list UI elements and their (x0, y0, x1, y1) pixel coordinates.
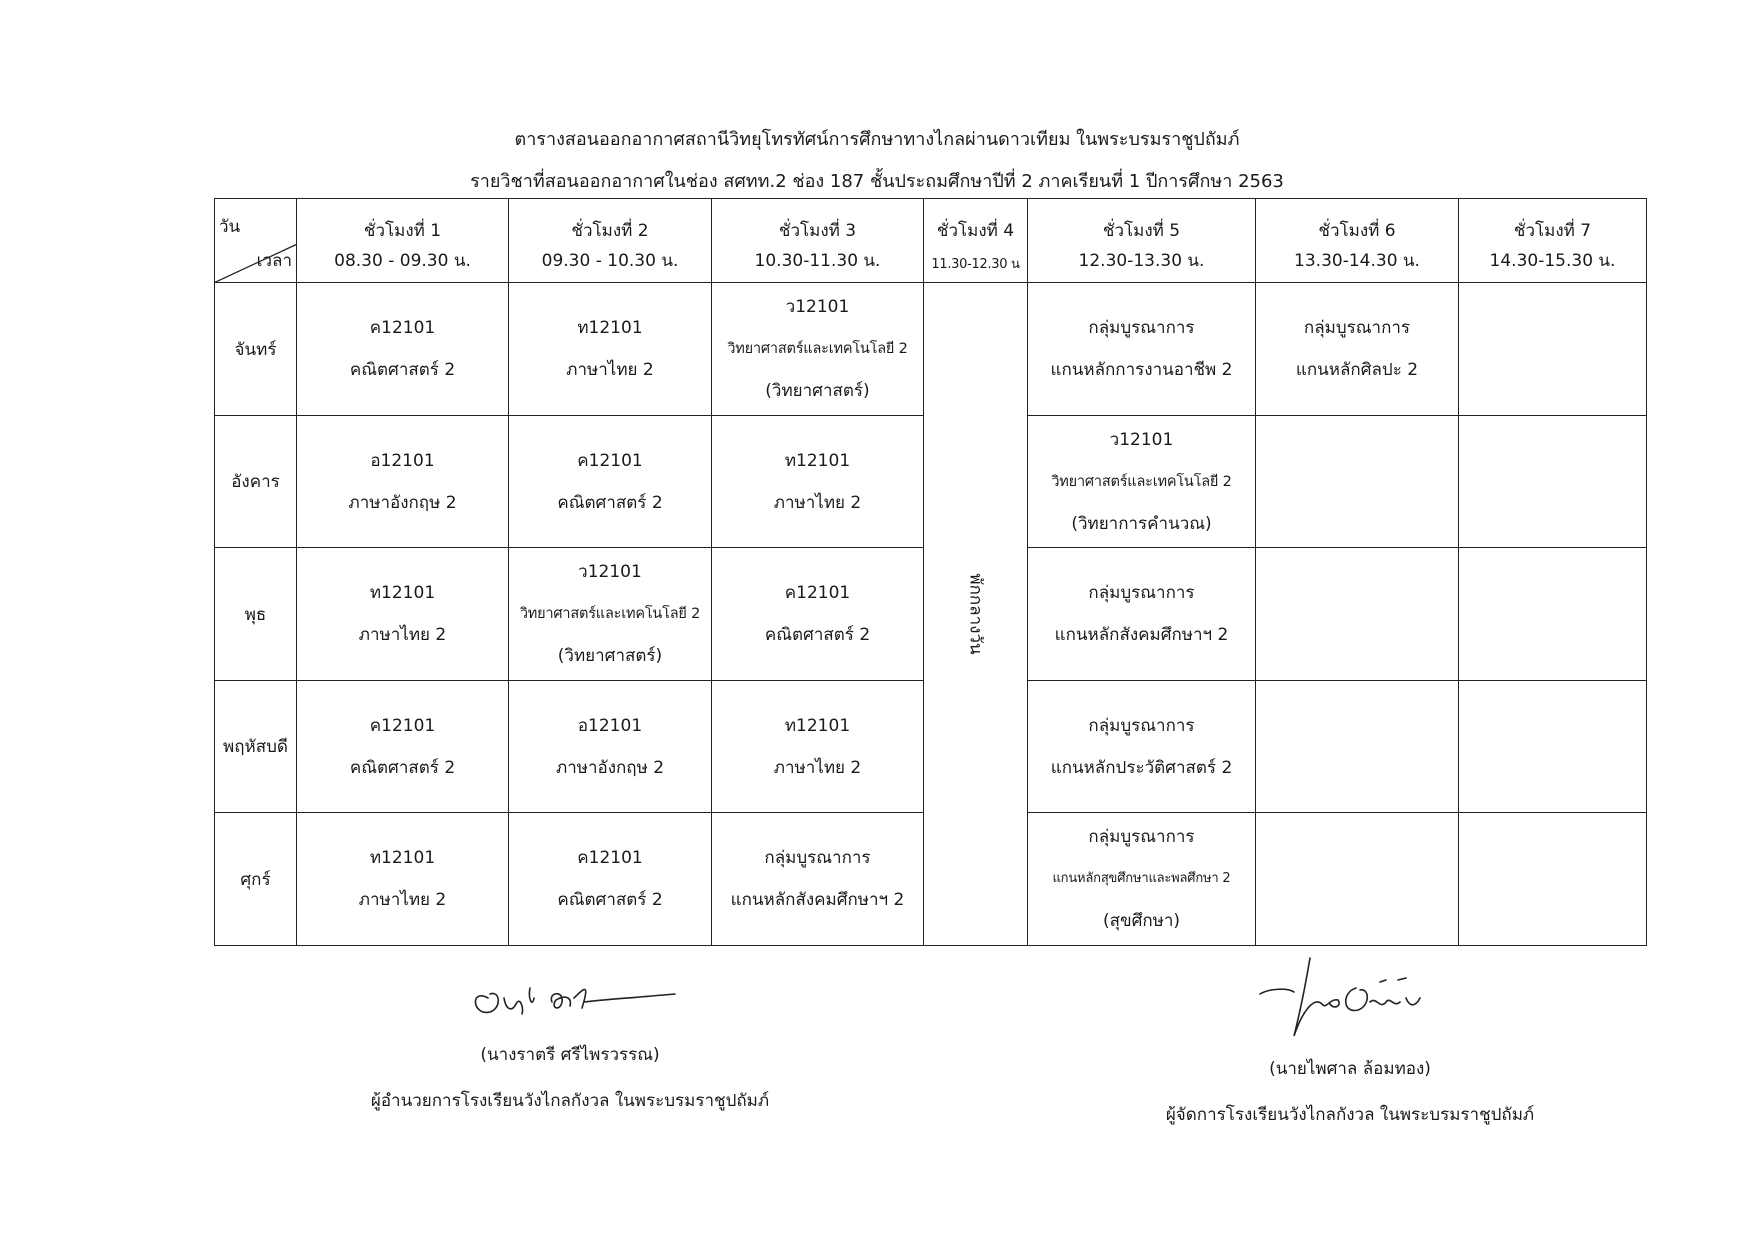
schedule-cell-p5 (1028, 415, 1256, 548)
subject-name: แกนหลักสุขศึกษาและพลศึกษา 2 (1052, 871, 1231, 887)
schedule-cell-p7 (1459, 548, 1647, 681)
subject-code: ค12101 (369, 318, 436, 339)
subject-code: อ12101 (370, 450, 435, 471)
subject-name: แกนหลักศิลปะ 2 (1295, 360, 1419, 381)
header-row (215, 199, 1647, 283)
subject-note: (สุขศึกษา) (1102, 911, 1181, 932)
schedule-cell-p1 (297, 813, 509, 946)
period-time: 08.30 - 09.30 น. (334, 251, 471, 272)
manager-position: ผู้จัดการโรงเรียนวังไกลกังวล ในพระบรมราชูปถัมภ์ (1165, 1105, 1535, 1125)
subject-code: ว12101 (1109, 429, 1174, 450)
schedule-cell-p7 (1459, 813, 1647, 946)
subject-code: ค12101 (577, 450, 643, 471)
schedule-cell-p6 (1256, 813, 1459, 946)
period-header-4 (924, 199, 1028, 283)
subject-name: แกนหลักประวัติศาสตร์ 2 (1050, 757, 1233, 778)
day-label: อังคาร (215, 415, 297, 548)
schedule-cell-p3 (712, 415, 924, 548)
period-time: 14.30-15.30 น. (1489, 251, 1616, 272)
subject-code: กลุ่มบูรณาการ (1088, 318, 1195, 339)
period-time: 10.30-11.30 น. (754, 251, 881, 272)
subject-code: ค12101 (784, 583, 851, 604)
subject-name: ภาษาไทย 2 (358, 625, 447, 646)
subject-code: กลุ่มบูรณาการ (1303, 318, 1411, 339)
schedule-cell-p3 (712, 813, 924, 946)
schedule-cell-p2 (509, 680, 712, 813)
schedule-cell-p5 (1028, 548, 1256, 681)
subject-code: กลุ่มบูรณาการ (1088, 827, 1195, 848)
subject-code: ท12101 (369, 848, 436, 869)
subject-name: ภาษาไทย 2 (773, 492, 862, 513)
subject-note: (วิทยาศาสตร์) (765, 381, 870, 402)
schedule-cell-p7 (1459, 415, 1647, 548)
subject-name: คณิตศาสตร์ 2 (557, 492, 663, 513)
subject-code: กลุ่มบูรณาการ (1088, 715, 1195, 736)
period-label: ชั่วโมงที่ 6 (1318, 221, 1396, 241)
subject-name: ภาษาอังกฤษ 2 (348, 492, 457, 513)
schedule-cell-p6 (1256, 415, 1459, 548)
subject-code: ค12101 (369, 715, 436, 736)
subject-note: (วิทยาการคำนวณ) (1071, 513, 1212, 534)
manager-signature-block (1110, 952, 1590, 1128)
period-label: ชั่วโมงที่ 4 (936, 221, 1015, 241)
schedule-cell-p5 (1028, 680, 1256, 813)
subject-name: แกนหลักสังคมศึกษาฯ 2 (730, 890, 905, 911)
corner-time-label: เวลา (256, 251, 292, 272)
period-label: ชั่วโมงที่ 5 (1102, 221, 1181, 241)
subject-note: (วิทยาศาสตร์) (557, 646, 663, 667)
subject-code: ท12101 (784, 715, 851, 736)
subject-code: อ12101 (577, 715, 643, 736)
director-position: ผู้อำนวยการโรงเรียนวังไกลกังวล ในพระบรมราชูปถัมภ์ (370, 1091, 770, 1111)
subject-name: ภาษาไทย 2 (358, 890, 447, 911)
schedule-cell-p2 (509, 415, 712, 548)
subject-code: กลุ่มบูรณาการ (1088, 583, 1195, 604)
subject-name: คณิตศาสตร์ 2 (764, 625, 871, 646)
period-time: 13.30-14.30 น. (1294, 251, 1420, 272)
director-signature (460, 968, 680, 1028)
schedule-cell-p1 (297, 548, 509, 681)
subject-code: ว12101 (785, 297, 850, 318)
corner-cell (215, 199, 297, 283)
period-label: ชั่วโมงที่ 2 (571, 221, 649, 241)
subject-name: คณิตศาสตร์ 2 (349, 360, 456, 381)
subject-name: วิทยาศาสตร์และเทคโนโลยี 2 (519, 606, 701, 623)
period-time: 12.30-13.30 น. (1078, 251, 1205, 272)
period-header-7 (1459, 199, 1647, 283)
document-title: ตารางสอนออกอากาศสถานีวิทยุโทรทัศน์การศึกษาทางไกลผ่านดาวเทียม ในพระบรมราชูปถัมภ์ (514, 129, 1240, 150)
director-signature-block (330, 968, 810, 1114)
subject-name: ภาษาอังกฤษ 2 (555, 757, 665, 778)
period-header-3 (712, 199, 924, 283)
subject-code: ว12101 (578, 562, 642, 583)
schedule-cell-p1 (297, 415, 509, 548)
period-time: 11.30-12.30 น (931, 257, 1020, 273)
day-label: พุธ (215, 548, 297, 681)
period-label: ชั่วโมงที่ 7 (1513, 221, 1592, 241)
day-label: พฤหัสบดี (215, 680, 297, 813)
schedule-cell-p6 (1256, 680, 1459, 813)
schedule-table (214, 198, 1647, 946)
director-name: (นางราตรี ศรีไพรวรรณ) (480, 1045, 660, 1065)
period-label: ชั่วโมงที่ 1 (363, 221, 442, 241)
lunch-break-cell (924, 283, 1028, 946)
day-label: ศุกร์ (215, 813, 297, 946)
period-header-2 (509, 199, 712, 283)
schedule-cell-p1 (297, 283, 509, 416)
schedule-cell-p2 (509, 813, 712, 946)
subject-code: ท12101 (784, 450, 851, 471)
subject-name: คณิตศาสตร์ 2 (349, 757, 456, 778)
subject-name: แกนหลักการงานอาชีพ 2 (1050, 360, 1233, 381)
lunch-break-label: พักกลางวัน (965, 573, 985, 655)
schedule-cell-p1 (297, 680, 509, 813)
schedule-cell-p5 (1028, 283, 1256, 416)
corner-day-label: วัน (219, 217, 241, 237)
schedule-cell-p7 (1459, 680, 1647, 813)
schedule-cell-p3 (712, 680, 924, 813)
subject-code: กลุ่มบูรณาการ (764, 848, 871, 869)
period-header-6 (1256, 199, 1459, 283)
subject-name: ภาษาไทย 2 (773, 757, 862, 778)
schedule-cell-p3 (712, 548, 924, 681)
subject-name: วิทยาศาสตร์และเทคโนโลยี 2 (1051, 473, 1232, 490)
document-subtitle: รายวิชาที่สอนออกอากาศในช่อง สศทท.2 ช่อง 187 ชั้นประถมศึกษาปีที่ 2 ภาคเรียนที่ 1 ปีการศึกษา 2563 (470, 171, 1284, 192)
schedule-cell-p3 (712, 283, 924, 416)
subject-name: วิทยาศาสตร์และเทคโนโลยี 2 (727, 341, 908, 358)
schedule-row (215, 283, 1647, 416)
subject-name: แกนหลักสังคมศึกษาฯ 2 (1054, 625, 1229, 646)
subject-name: ภาษาไทย 2 (566, 360, 654, 381)
subject-code: ท12101 (577, 318, 643, 339)
schedule-cell-p2 (509, 283, 712, 416)
period-label: ชั่วโมงที่ 3 (778, 221, 857, 241)
day-label: จันทร์ (215, 283, 297, 416)
subject-code: ค12101 (577, 848, 643, 869)
schedule-cell-p6 (1256, 548, 1459, 681)
period-time: 09.30 - 10.30 น. (541, 251, 679, 272)
subject-name: คณิตศาสตร์ 2 (557, 890, 663, 911)
manager-name: (นายไพศาล ล้อมทอง) (1269, 1059, 1431, 1079)
schedule-cell-p7 (1459, 283, 1647, 416)
schedule-cell-p2 (509, 548, 712, 681)
schedule-cell-p6 (1256, 283, 1459, 416)
manager-signature (1230, 952, 1470, 1042)
subject-code: ท12101 (369, 583, 436, 604)
schedule-cell-p5 (1028, 813, 1256, 946)
period-header-1 (297, 199, 509, 283)
period-header-5 (1028, 199, 1256, 283)
